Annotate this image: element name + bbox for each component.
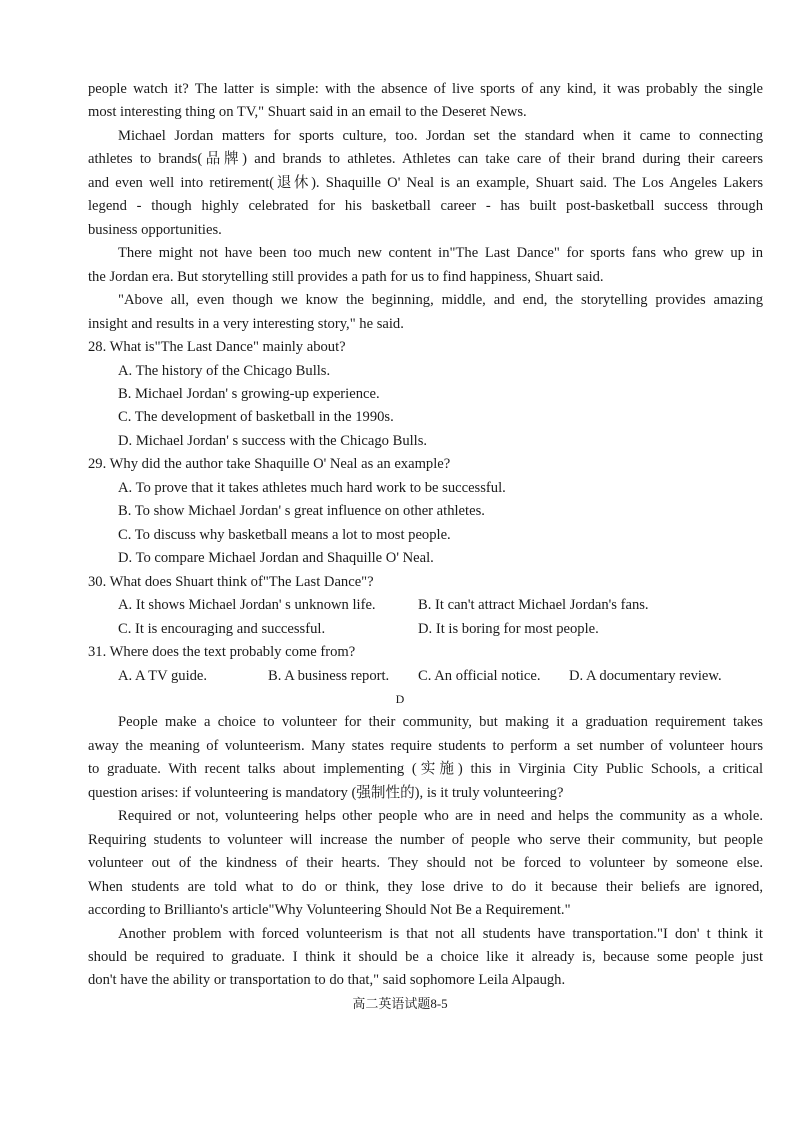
paragraph-line: should be required to graduate. I think it should be a choice like it already is, because some people just (88, 949, 763, 966)
answer-option: C. To discuss why basketball means a lot to most people. (118, 526, 451, 543)
paragraph-line: the Jordan era. But storytelling still provides a path for us to find happiness, Shuart said. (88, 268, 604, 285)
paragraph-line: "Above all, even though we know the beginning, middle, and end, the storytelling provides amazing (118, 292, 763, 309)
paragraph-line: business opportunities. (88, 221, 222, 238)
paragraph-line: people watch it? The latter is simple: with the absence of live sports of any kind, it was probably the single (88, 81, 763, 97)
paragraph-line: Michael Jordan matters for sports culture, too. Jordan set the standard when it came to connecting (118, 127, 763, 144)
question-stem: 31. Where does the text probably come from? (88, 644, 356, 661)
paragraph-line: athletes to brands(品牌) and brands to athletes. Athletes can take care of their brand during their careers (88, 151, 763, 168)
paragraph-line: insight and results in a very interesting story," he said. (88, 315, 404, 332)
paragraph-line: to graduate. With recent talks about implementing (实施) this in Virginia City Public Schools, a critical (88, 761, 763, 778)
answer-option: C. The development of basketball in the 1990s. (118, 409, 394, 426)
answer-option: D. To compare Michael Jordan and Shaquille O' Neal. (118, 550, 434, 567)
page-footer: 高二英语试题8-5 (352, 995, 448, 1011)
question-stem: 29. Why did the author take Shaquille O' Neal as an example? (88, 456, 451, 473)
answer-option: B. It can't attract Michael Jordan's fans. (418, 597, 649, 614)
paragraph-line: according to Brillianto's article"Why Volunteering Should Not Be a Requirement." (88, 902, 571, 919)
answer-option: C. An official notice. (418, 667, 541, 684)
paragraph-line: volunteer out of the kindness of their hearts. They should not be forced to volunteer by someone else. (88, 855, 763, 872)
paragraph-line: There might not have been too much new content in"The Last Dance" for sports fans who grew up in (118, 245, 763, 262)
paragraph-line: don't have the ability or transportation to do that," said sophomore Leila Alpaugh. (88, 972, 566, 989)
paragraph-line: People make a choice to volunteer for their community, but making it a graduation requirement takes (118, 714, 763, 731)
answer-option: D. It is boring for most people. (418, 620, 599, 637)
paragraph-line: question arises: if volunteering is mandatory (强制性的), is it truly volunteering? (88, 784, 564, 801)
answer-option: B. Michael Jordan' s growing-up experience. (118, 385, 380, 402)
answer-option: C. It is encouraging and successful. (118, 620, 326, 637)
paragraph-line: Requiring students to volunteer will increase the number of people who serve their community, but people (88, 831, 763, 848)
answer-option: A. The history of the Chicago Bulls. (118, 362, 331, 379)
paragraph-line: When students are told what to do or think, they lose drive to do it because their beliefs are ignored, (88, 878, 763, 895)
answer-option: A. A TV guide. (118, 667, 208, 684)
paragraph-line: and even well into retirement(退休). Shaquille O' Neal is an example, Shuart said. The Los Angeles Lakers (88, 174, 763, 191)
answer-option: B. To show Michael Jordan' s great influence on other athletes. (118, 503, 485, 520)
question-stem: 28. What is"The Last Dance" mainly about? (88, 339, 346, 356)
paragraph-line: most interesting thing on TV," Shuart said in an email to the Deseret News. (88, 104, 527, 121)
section-heading: D (395, 691, 405, 706)
paragraph-line: away the meaning of volunteerism. Many states require students to perform a set number of volunteer hours (88, 737, 763, 754)
answer-option: B. A business report. (268, 667, 390, 684)
paragraph-line: Another problem with forced volunteerism is that not all students have transportation."I don' t think it (118, 925, 763, 942)
answer-option: D. A documentary review. (569, 667, 722, 684)
paragraph-line: Required or not, volunteering helps other people who are in need and helps the community as a whole. (118, 808, 763, 825)
answer-option: D. Michael Jordan' s success with the Chicago Bulls. (118, 432, 428, 449)
answer-option: A. To prove that it takes athletes much hard work to be successful. (118, 479, 506, 496)
answer-option: A. It shows Michael Jordan' s unknown life. (118, 597, 376, 614)
paragraph-line: legend - though highly celebrated for his basketball career - has built post-basketball success through (88, 198, 763, 215)
question-stem: 30. What does Shuart think of"The Last Dance"? (88, 573, 374, 590)
